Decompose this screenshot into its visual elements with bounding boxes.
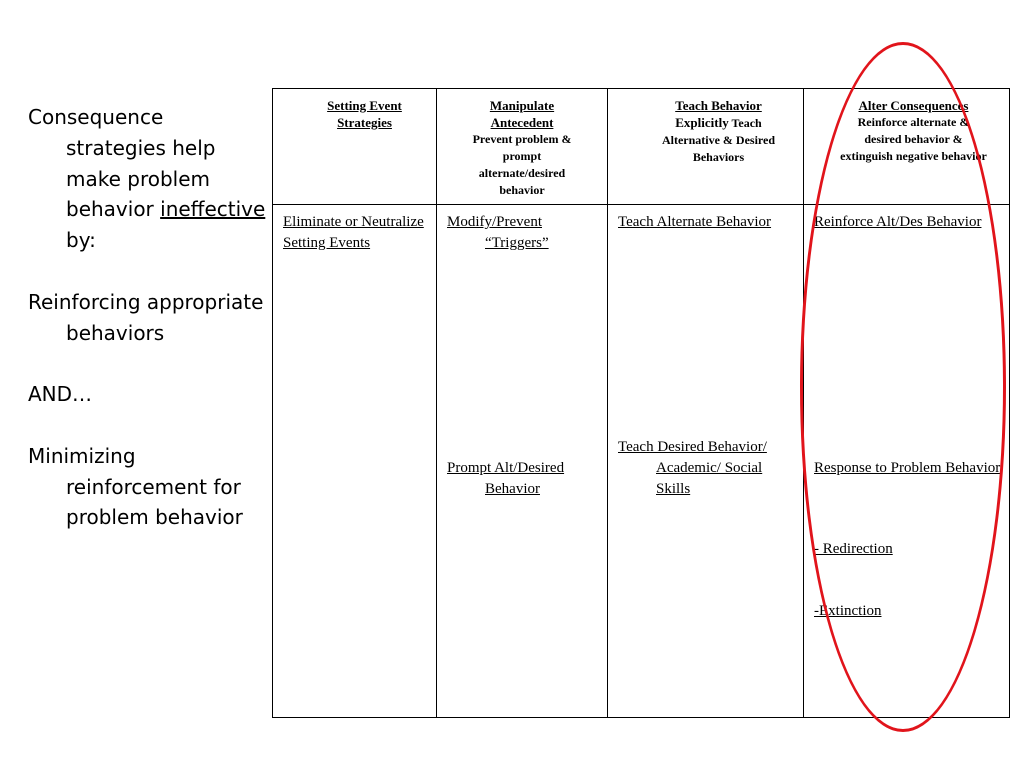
body-cell-setting-event xyxy=(273,205,437,718)
header-teach-behavior xyxy=(608,89,804,205)
body-cell-antecedent xyxy=(437,205,608,718)
strategy-link[interactable]: Teach Alternate Behavior xyxy=(618,214,772,230)
header-alter-consequences xyxy=(804,89,1010,205)
body-cell-consequences xyxy=(804,205,1010,718)
header-title[interactable]: Teach Behavior xyxy=(675,98,762,113)
header-subtitle: Prevent problem & prompt alternate/desired behavior xyxy=(472,132,572,197)
intro-text-end: by: xyxy=(66,228,96,253)
body-cell-teach xyxy=(608,205,804,718)
header-title[interactable]: Alter Consequences xyxy=(858,98,969,113)
strategy-link[interactable]: Response to Problem Behavior xyxy=(814,460,1001,476)
minimizing-paragraph: Minimizing reinforcement for problem behavior xyxy=(28,443,243,530)
strategy-link[interactable]: Eliminate or Neutralize Setting Events xyxy=(283,214,424,251)
header-title[interactable]: Manipulate Antecedent xyxy=(489,98,555,130)
table-header-row xyxy=(273,89,1010,205)
strategy-link[interactable]: Modify/Prevent “Triggers” xyxy=(447,214,549,251)
header-manipulate-antecedent xyxy=(437,89,608,205)
and-paragraph: AND… xyxy=(28,382,93,407)
strategy-link[interactable]: -Extinction xyxy=(814,603,882,619)
strategy-link[interactable]: Teach Desired Behavior/ Academic/ Social Skills xyxy=(618,439,767,497)
strategy-link[interactable]: - Redirection xyxy=(814,541,893,557)
intro-underlined-word: ineffective xyxy=(160,197,266,222)
strategy-table xyxy=(272,88,1010,718)
header-subtitle: Reinforce alternate & desired behavior & extinguish negative behavior xyxy=(840,115,987,163)
strategy-link[interactable]: Prompt Alt/Desired Behavior xyxy=(447,460,565,497)
header-title[interactable]: Setting Event Strategies xyxy=(327,98,402,130)
reinforcing-paragraph: Reinforcing appropriate behaviors xyxy=(28,289,264,345)
intro-text: Consequence strategies help make problem behavior xyxy=(28,105,216,222)
table-body-row xyxy=(273,205,1010,718)
intro-paragraph xyxy=(28,102,268,256)
header-setting-event xyxy=(273,89,437,205)
header-subtitle xyxy=(648,114,789,166)
strategy-link[interactable]: Reinforce Alt/Des Behavior xyxy=(814,214,982,230)
left-text-panel xyxy=(28,102,268,533)
header-subtitle-rest: Teach Alternative & Desired Behaviors xyxy=(661,116,776,164)
header-subtitle-bold: Explicitly xyxy=(675,115,729,130)
